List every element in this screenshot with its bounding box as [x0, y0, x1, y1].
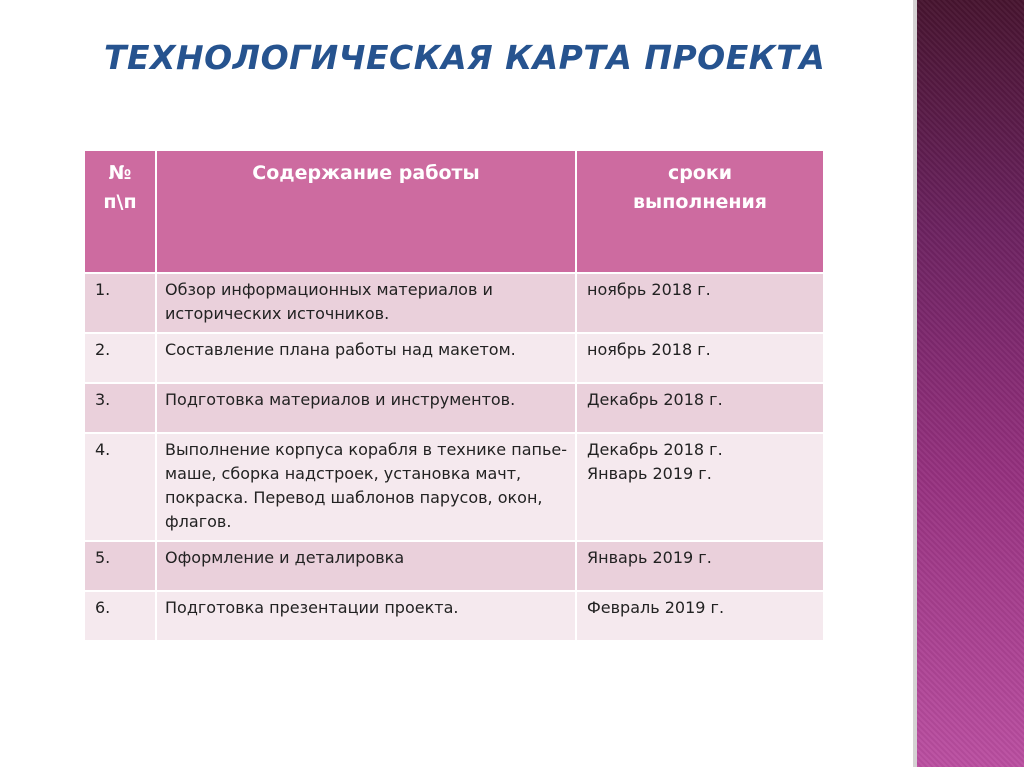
row-task: Подготовка материалов и инструментов. [156, 383, 576, 433]
header-number: № п\п [84, 150, 156, 273]
table-row [84, 333, 824, 383]
row-task: Оформление и деталировка [156, 541, 576, 591]
row-date: Декабрь 2018 г. Январь 2019 г. [576, 433, 824, 541]
row-number: 3. [84, 383, 156, 433]
row-date: Январь 2019 г. [576, 541, 824, 591]
row-number: 2. [84, 333, 156, 383]
table-header-row [84, 150, 824, 273]
row-date: Декабрь 2018 г. [576, 383, 824, 433]
row-number: 5. [84, 541, 156, 591]
row-number: 1. [84, 273, 156, 333]
table-row [84, 591, 824, 641]
row-task: Обзор информационных материалов и исторических источников. [156, 273, 576, 333]
table-row [84, 433, 824, 541]
table-row [84, 273, 824, 333]
row-date: ноябрь 2018 г. [576, 333, 824, 383]
table-row [84, 541, 824, 591]
header-dates: сроки выполнения [576, 150, 824, 273]
row-number: 4. [84, 433, 156, 541]
decorative-side-strip [917, 0, 1024, 767]
row-task: Выполнение корпуса корабля в технике папье-маше, сборка надстроек, установка мачт, покраска. Перевод шаблонов парусов, окон, флагов. [156, 433, 576, 541]
project-plan-table [83, 149, 825, 642]
row-date: ноябрь 2018 г. [576, 273, 824, 333]
slide-title: ТЕХНОЛОГИЧЕСКАЯ КАРТА ПРОЕКТА [104, 38, 826, 77]
row-task: Составление плана работы над макетом. [156, 333, 576, 383]
table-row [84, 383, 824, 433]
header-content: Содержание работы [156, 150, 576, 273]
row-number: 6. [84, 591, 156, 641]
row-date: Февраль 2019 г. [576, 591, 824, 641]
row-task: Подготовка презентации проекта. [156, 591, 576, 641]
